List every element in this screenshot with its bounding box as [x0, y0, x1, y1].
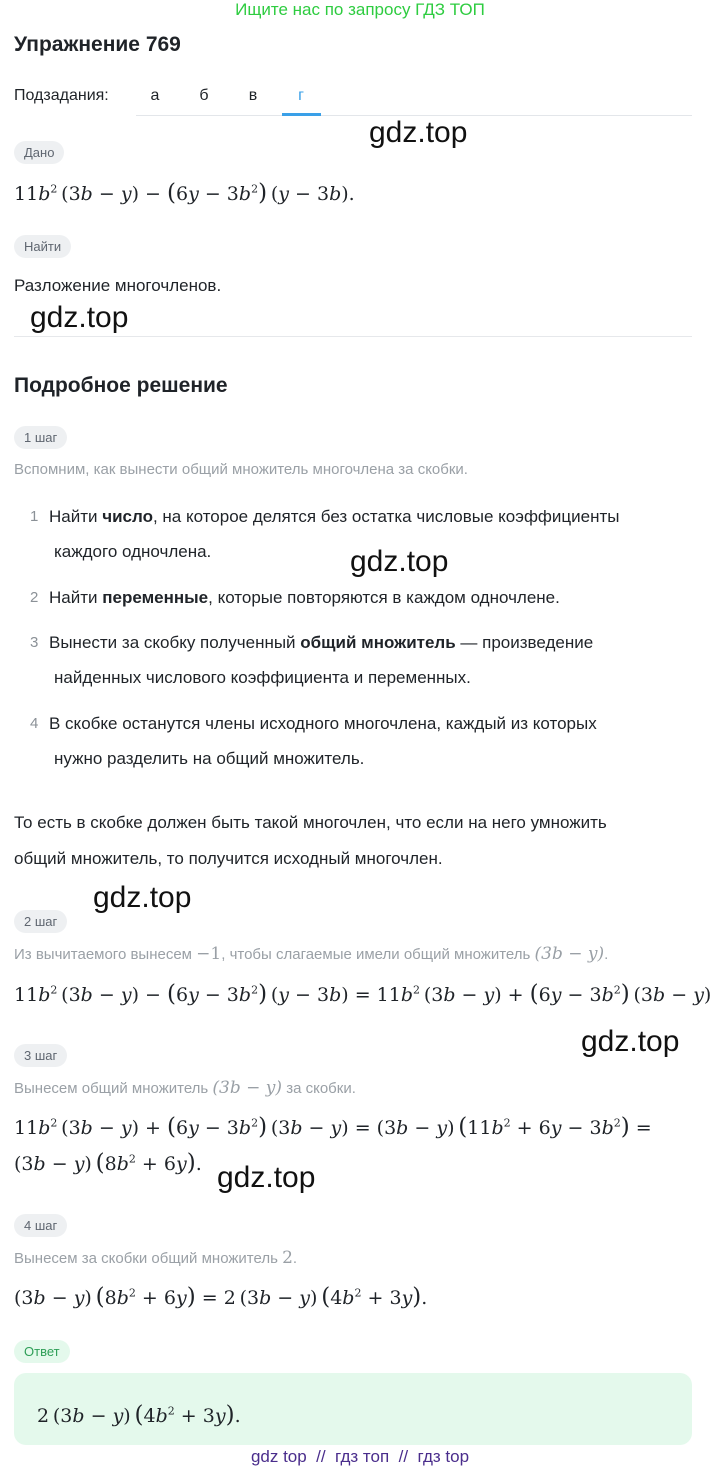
list-number: 3 [30, 634, 39, 651]
solution-title: Подробное решение [14, 374, 228, 397]
step3-chip-wrap [14, 1044, 67, 1067]
tab-v[interactable]: в [248, 87, 258, 104]
list-item-text-line2: найденных числового коэффициента и переменных. [54, 668, 471, 687]
step4-expression: (3b − y) $(8b^2 + 6y) = 2$ (3b − y) $(4b^2 + 3y)$. [14, 1284, 428, 1310]
step3-expression-line2: (3b − y) $(8b^2 + 6y)$. [14, 1150, 202, 1176]
footer-links[interactable]: gdz top // гдз топ // гдз top [250, 1447, 470, 1466]
watermark: gdz.top [30, 301, 129, 334]
answer-expression: 2 (3b − y) $(4b^2 + 3y)$. [37, 1402, 241, 1428]
conclusion-line-1: То есть в скобке должен быть такой многочлен, что если на него умножить [14, 813, 607, 832]
given-section [14, 141, 64, 164]
conclusion-line-2: общий множитель, то получится исходный многочлен. [14, 849, 443, 868]
given-expression: $11b^2$ $(3b - y) - (6y - 3b^2)$ (y − 3b). [14, 180, 355, 206]
tab-g[interactable]: г [298, 87, 304, 104]
list-item-text-line2: каждого одночлена. [54, 542, 212, 561]
list-number: 1 [30, 508, 39, 525]
section-divider [14, 336, 692, 337]
watermark: gdz.top [93, 881, 192, 914]
list-number: 2 [30, 589, 39, 606]
tab-a[interactable]: а [150, 87, 160, 104]
step2-text: Из вычитаемого вынесем −1, чтобы слагаемые имели общий множитель (3b − y). [14, 944, 609, 964]
watermark: gdz.top [217, 1161, 316, 1194]
step1-chip-wrap [14, 426, 67, 449]
step4-text: Вынесем за скобки общий множитель 2. [14, 1248, 298, 1268]
subtasks-label: Подзадания: [14, 87, 109, 104]
active-tab-indicator [282, 113, 321, 116]
step3-text: Вынесем общий множитель (3b − y) за скобки. [14, 1078, 356, 1098]
page-title: Упражнение 769 [14, 33, 181, 56]
given-chip: Дано [14, 141, 64, 164]
step3-chip: 3 шаг [14, 1044, 67, 1067]
find-chip: Найти [14, 235, 71, 258]
list-number: 4 [30, 715, 39, 732]
list-item-text: В скобке останутся члены исходного многочлена, каждый из которых [49, 714, 597, 733]
step2-expression: $11b^2$ $(3b - y) - (6y - 3b^2)$ $(y - 3b) = 11b^2$ $(3b - y) + (6y - 3b^2)$ (3b − y) [14, 981, 712, 1007]
step4-chip-wrap [14, 1214, 67, 1237]
find-text: Разложение многочленов. [14, 276, 222, 295]
list-item-text-line2: нужно разделить на общий множитель. [54, 749, 365, 768]
answer-chip: Ответ [14, 1340, 70, 1363]
step1-chip: 1 шаг [14, 426, 67, 449]
step3-expression-line1: $11b^2$ $(3b - y) + (6y - 3b^2)$ (3b − y) = (3b − y) $(11b^2 + 6y - 3b^2)$ = [14, 1114, 652, 1140]
watermark: gdz.top [369, 116, 468, 149]
tab-b[interactable]: б [199, 87, 209, 104]
list-item-text: Найти переменные, которые повторяются в каждом одночлене. [49, 588, 560, 607]
promo-banner: Ищите нас по запросу ГДЗ ТОП [235, 0, 485, 19]
step1-intro: Вспомним, как вынести общий множитель многочлена за скобки. [14, 461, 468, 478]
step2-chip-wrap [14, 910, 67, 933]
list-item-text: Найти число, на которое делятся без остатка числовые коэффициенты [49, 507, 620, 526]
list-item-text: Вынести за скобку полученный общий множитель — произведение [49, 633, 594, 652]
watermark: gdz.top [350, 545, 449, 578]
step4-chip: 4 шаг [14, 1214, 67, 1237]
watermark: gdz.top [581, 1025, 680, 1058]
step2-chip: 2 шаг [14, 910, 67, 933]
answer-chip-wrap [14, 1340, 70, 1363]
find-section [14, 235, 71, 258]
